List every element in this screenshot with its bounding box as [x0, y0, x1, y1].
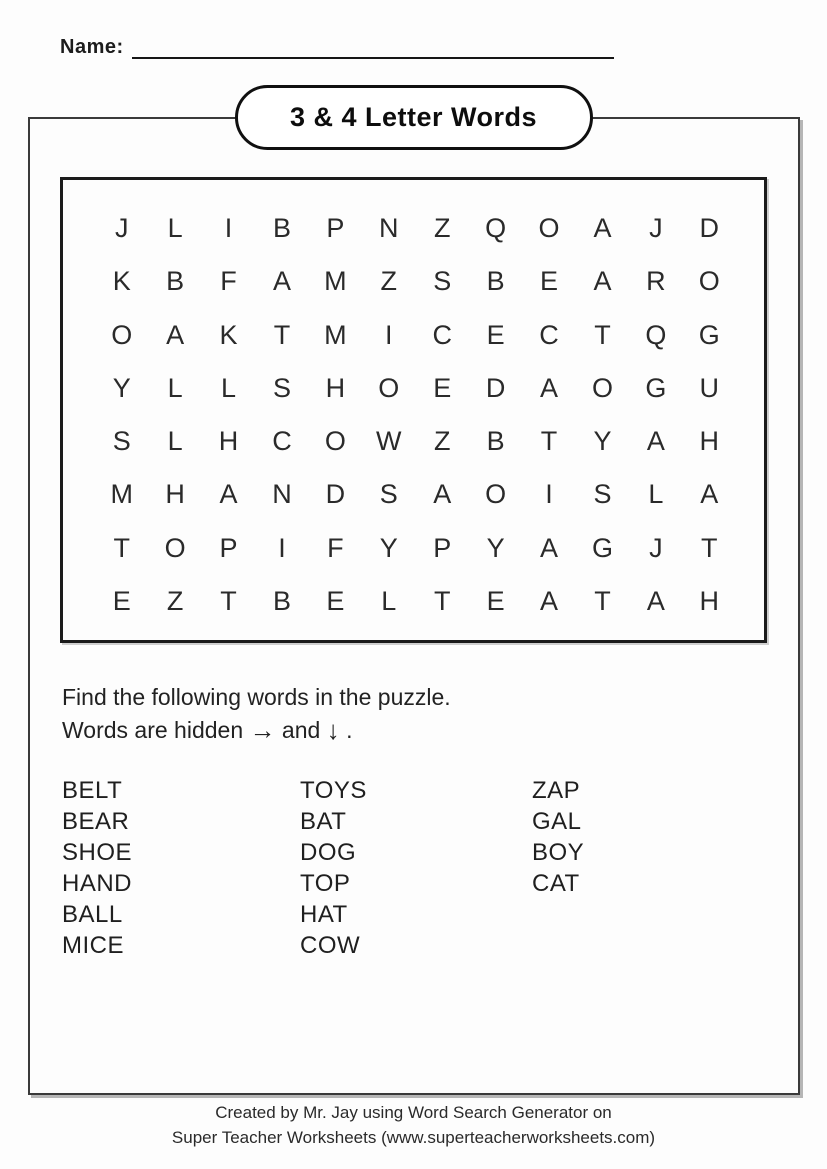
grid-letter: P: [326, 213, 345, 244]
word-list-item: GAL: [532, 808, 582, 835]
grid-letter: Z: [380, 266, 398, 297]
grid-letter: L: [167, 213, 183, 244]
grid-letter: A: [272, 266, 291, 297]
grid-letter: E: [326, 585, 345, 616]
grid-letter: Z: [433, 213, 451, 244]
grid-letter: T: [594, 585, 611, 616]
grid-letter: C: [272, 426, 292, 457]
word-list-item: COW: [300, 932, 361, 959]
footer-line-2: Super Teacher Worksheets (www.superteacherworksheets.com): [171, 1128, 656, 1147]
grid-letter: L: [221, 372, 237, 403]
grid-letter: S: [593, 479, 612, 510]
grid-letter: M: [110, 479, 133, 510]
word-list-item: DOG: [300, 839, 357, 866]
grid-letter: A: [166, 319, 185, 350]
grid-letter: D: [325, 479, 346, 510]
grid-letter: Y: [379, 532, 398, 563]
instructions-and-text: and: [281, 717, 321, 743]
grid-letter: T: [220, 585, 237, 616]
word-list-item: BALL: [62, 901, 123, 928]
grid-letter: L: [648, 479, 664, 510]
grid-letter: A: [593, 213, 612, 244]
grid-letter: S: [112, 426, 131, 457]
grid-letter: Y: [112, 372, 131, 403]
grid-letter: K: [219, 319, 238, 350]
grid-letter: O: [378, 372, 400, 403]
title-badge: [235, 85, 593, 150]
word-list-item: CAT: [532, 870, 580, 897]
instructions-line-2-suffix: .: [346, 717, 353, 743]
grid-letter: S: [379, 479, 398, 510]
word-list-item: HAT: [300, 901, 348, 928]
word-list-item: HAND: [62, 870, 133, 897]
grid-letter: T: [273, 319, 291, 350]
word-list-item: SHOE: [62, 839, 133, 866]
grid-letter: F: [220, 266, 237, 297]
footer-line-1: Created by Mr. Jay using Word Search Generator on: [215, 1103, 612, 1122]
grid-letter: E: [486, 585, 505, 616]
grid-letter: R: [646, 266, 666, 297]
grid-letter: O: [164, 532, 186, 563]
grid-letter: B: [272, 213, 291, 244]
grid-letter: A: [540, 585, 559, 616]
grid-letter: E: [486, 319, 505, 350]
grid-letter: A: [646, 585, 665, 616]
grid-letter: A: [593, 266, 612, 297]
grid-letter: B: [272, 585, 291, 616]
word-search-grid: [60, 177, 767, 643]
grid-letter: O: [538, 213, 560, 244]
word-list-item: BELT: [62, 777, 123, 804]
grid-letter: J: [649, 213, 663, 244]
name-label: Name:: [60, 36, 124, 58]
grid-letter: H: [699, 426, 720, 457]
grid-letter: A: [540, 532, 559, 563]
grid-letter: H: [165, 479, 185, 510]
grid-letter: A: [219, 479, 238, 510]
grid-letter: P: [219, 532, 238, 563]
page-title: 3 & 4 Letter Words: [289, 102, 538, 132]
name-blank-line: [132, 37, 614, 59]
grid-letter: A: [700, 479, 719, 510]
instructions-line-1: Find the following words in the puzzle.: [62, 684, 451, 710]
grid-letter: Y: [593, 426, 612, 457]
word-list-column: [300, 775, 532, 961]
grid-letter: E: [433, 372, 452, 403]
grid-letter: O: [485, 479, 507, 510]
grid-letter: Z: [166, 585, 184, 616]
grid-letter: I: [278, 532, 286, 563]
grid-letter: T: [113, 532, 130, 563]
grid-letter: C: [539, 319, 559, 350]
grid-letter: P: [433, 532, 452, 563]
grid-letter: B: [166, 266, 185, 297]
instructions-line-2: [62, 713, 451, 746]
grid-letter: L: [167, 426, 183, 457]
grid-letter: D: [699, 213, 720, 244]
grid-letter: I: [385, 319, 393, 350]
grid-letter: E: [540, 266, 559, 297]
grid-letter: J: [114, 213, 129, 244]
grid-letter: C: [432, 319, 452, 350]
word-list-item: ZAP: [532, 777, 581, 804]
grid-letter: W: [376, 426, 402, 457]
grid-letter: N: [272, 479, 292, 510]
grid-letter: G: [698, 319, 720, 350]
grid-letter: O: [111, 319, 133, 350]
grid-letter: A: [646, 426, 665, 457]
grid-letter: H: [218, 426, 239, 457]
grid-letter: T: [594, 319, 611, 350]
right-arrow-icon: →: [249, 715, 276, 745]
name-row: [60, 36, 614, 59]
grid-letter: H: [699, 585, 720, 616]
grid-letter: O: [591, 372, 613, 403]
grid-letter: G: [645, 372, 667, 403]
word-list: [62, 775, 712, 961]
grid-letter: D: [485, 372, 506, 403]
grid-letter: E: [112, 585, 131, 616]
word-list-item: TOP: [300, 870, 351, 897]
grid-letter: I: [224, 213, 233, 244]
grid-letter: T: [701, 532, 718, 563]
grid-letter: I: [545, 479, 553, 510]
word-list-item: MICE: [62, 932, 124, 959]
grid-letter: L: [167, 372, 183, 403]
grid-letter: Q: [485, 213, 507, 244]
word-list-item: TOYS: [300, 777, 367, 804]
grid-letter: S: [433, 266, 452, 297]
footer-credit: [0, 1100, 827, 1150]
word-list-item: BOY: [532, 839, 585, 866]
grid-letter: K: [112, 266, 131, 297]
grid-letter: M: [324, 319, 347, 350]
grid-letter: J: [649, 532, 663, 563]
down-arrow-icon: ↓: [326, 715, 340, 745]
word-list-column: [532, 775, 712, 961]
grid-letter: L: [381, 585, 397, 616]
grid-letter: B: [486, 266, 505, 297]
grid-letter: Z: [433, 426, 451, 457]
instructions-line-2-prefix: Words are hidden: [62, 717, 244, 743]
grid-letter: U: [699, 372, 720, 403]
grid-letter: Q: [645, 319, 667, 350]
grid-letter: O: [324, 426, 346, 457]
grid-letter: O: [698, 266, 720, 297]
word-list-item: BEAR: [62, 808, 130, 835]
grid-letter: H: [325, 372, 346, 403]
instructions: [62, 681, 451, 746]
grid-letter: T: [540, 426, 558, 457]
grid-letter: S: [272, 372, 291, 403]
grid-letter: M: [324, 266, 347, 297]
word-list-item: BAT: [300, 808, 347, 835]
word-list-column: [62, 775, 300, 961]
grid-letter: B: [486, 426, 505, 457]
grid-letter: Y: [486, 532, 505, 563]
grid-letter: N: [379, 213, 399, 244]
grid-letter: F: [327, 532, 344, 563]
grid-letter: G: [591, 532, 613, 563]
grid-letter: A: [433, 479, 452, 510]
grid-letter: T: [433, 585, 451, 616]
grid-letter: A: [540, 372, 559, 403]
